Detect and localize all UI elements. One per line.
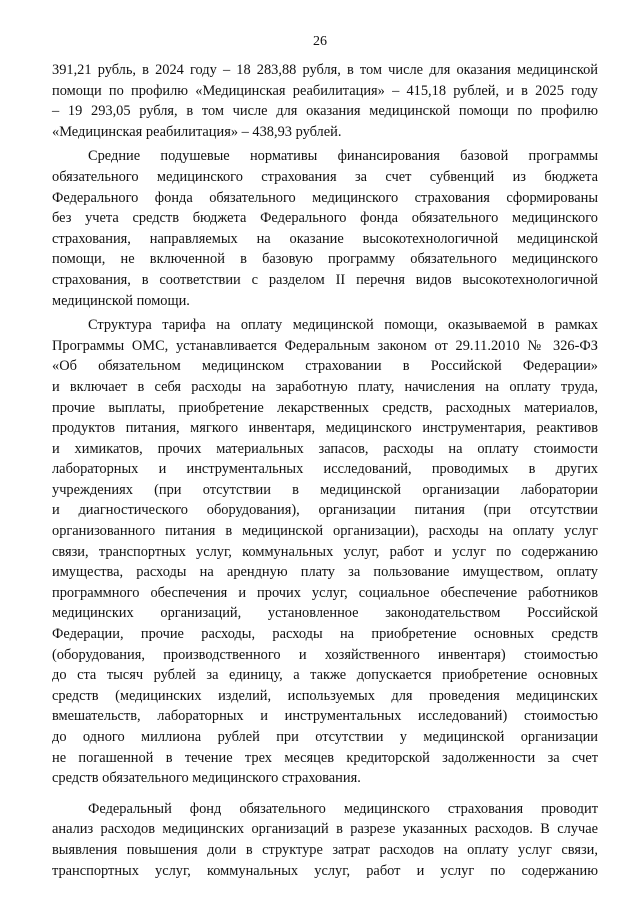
page-number: 26 <box>313 34 327 49</box>
paragraph-1-line-2: помощи по профилю «Медицинская реабилитация» – 415,18 рублей, и в 2025 году <box>52 82 598 99</box>
paragraph-3-line-10: и диагностического оборудования), организации питания (при отсутствии <box>52 502 598 519</box>
paragraph-1-line-4: «Медицинская реабилитация» – 438,93 рублей. <box>52 123 342 140</box>
paragraph-3-line-4: и включает в себя расходы на заработную плату, начисления на оплату труда, <box>52 378 598 395</box>
paragraph-3-line-9: учреждениях (при отсутствии в медицинской организации лаборатории <box>52 481 598 498</box>
paragraph-2-line-6: помощи, не включенной в базовую программу обязательного медицинского <box>52 251 598 268</box>
paragraph-4-line-3: выявления повышения доли в структуре затрат расходов на оплату услуг связи, <box>52 841 598 858</box>
paragraph-3-line-11: организованного питания в медицинской организации), расходы на оплату услуг <box>52 523 598 540</box>
paragraph-2-line-2: обязательного медицинского страхования за счет субвенций из бюджета <box>52 168 598 185</box>
paragraph-3-line-5: прочие выплаты, приобретение лекарственных средств, расходных материалов, <box>52 399 598 416</box>
paragraph-3-line-7: и химикатов, прочих материальных запасов, расходы на оплату стоимости <box>52 440 598 457</box>
paragraph-2-line-8: медицинской помощи. <box>52 292 190 309</box>
paragraph-3-line-12: связи, транспортных услуг, коммунальных услуг, работ и услуг по содержанию <box>52 543 598 560</box>
paragraph-2-line-7: страхования, в соответствии с разделом II перечня видов высокотехнологичной <box>52 271 598 288</box>
paragraph-3-line-3: «Об обязательном медицинском страховании в Российской Федерации» <box>52 358 598 375</box>
paragraph-3-line-18: до ста тысяч рублей за единицу, а также допускается приобретение основных <box>52 667 598 684</box>
paragraph-4-line-2: анализ расходов медицинских организаций в разрезе указанных расходов. В случае <box>52 821 598 838</box>
paragraph-3-line-1: Структура тарифа на оплату медицинской помощи, оказываемой в рамках <box>88 317 598 334</box>
paragraph-3-line-20: вмешательств, лабораторных и инструментальных исследований) стоимостью <box>52 708 598 725</box>
paragraph-3-line-8: лабораторных и инструментальных исследований, проводимых в других <box>52 461 598 478</box>
paragraph-3-line-15: медицинских организаций, установленное законодательством Российской <box>52 605 598 622</box>
paragraph-3-line-2: Программы ОМС, устанавливается Федеральным законом от 29.11.2010 № 326-ФЗ <box>52 337 598 354</box>
paragraph-3-line-16: Федерации, прочие расходы, расходы на приобретение основных средств <box>52 626 598 643</box>
paragraph-4-line-1: Федеральный фонд обязательного медицинского страхования проводит <box>88 800 598 817</box>
paragraph-3-line-22: не погашенной в течение трех месяцев кредиторской задолженности за счет <box>52 749 598 766</box>
paragraph-2-line-3: Федерального фонда обязательного медицинского страхования сформированы <box>52 189 598 206</box>
paragraph-3-line-21: до одного миллиона рублей при отсутствии у медицинской организации <box>52 729 598 745</box>
paragraph-3-line-19: средств (медицинских изделий, используемых для проведения медицинских <box>52 687 598 704</box>
paragraph-2-line-1: Средние подушевые нормативы финансирования базовой программы <box>88 148 598 165</box>
paragraph-2-line-4: без учета средств бюджета Федерального фонда обязательного медицинского <box>52 210 598 227</box>
paragraph-1-line-1: 391,21 рубль, в 2024 году – 18 283,88 рубля, в том числе для оказания медицинской <box>52 62 598 78</box>
paragraph-2-line-5: страхования, направляемых на оказание высокотехнологичной медицинской <box>52 230 598 247</box>
paragraph-3-line-17: (оборудования, производственного и хозяйственного инвентаря) стоимостью <box>52 646 598 663</box>
paragraph-3-line-23: средств обязательного медицинского страхования. <box>52 770 361 787</box>
paragraph-4-line-4: транспортных услуг, коммунальных услуг, работ и услуг по содержанию <box>52 862 598 879</box>
paragraph-1-line-3: – 19 293,05 рубля, в том числе для оказания медицинской помощи по профилю <box>52 103 598 120</box>
paragraph-3-line-6: продуктов питания, мягкого инвентаря, медицинского инструментария, реактивов <box>52 420 598 437</box>
paragraph-3-line-13: имущества, расходы на арендную плату за пользование имуществом, оплату <box>52 564 598 581</box>
document-body <box>52 60 598 881</box>
paragraph-3-line-14: программного обеспечения и прочих услуг, социальное обеспечение работников <box>52 584 598 601</box>
